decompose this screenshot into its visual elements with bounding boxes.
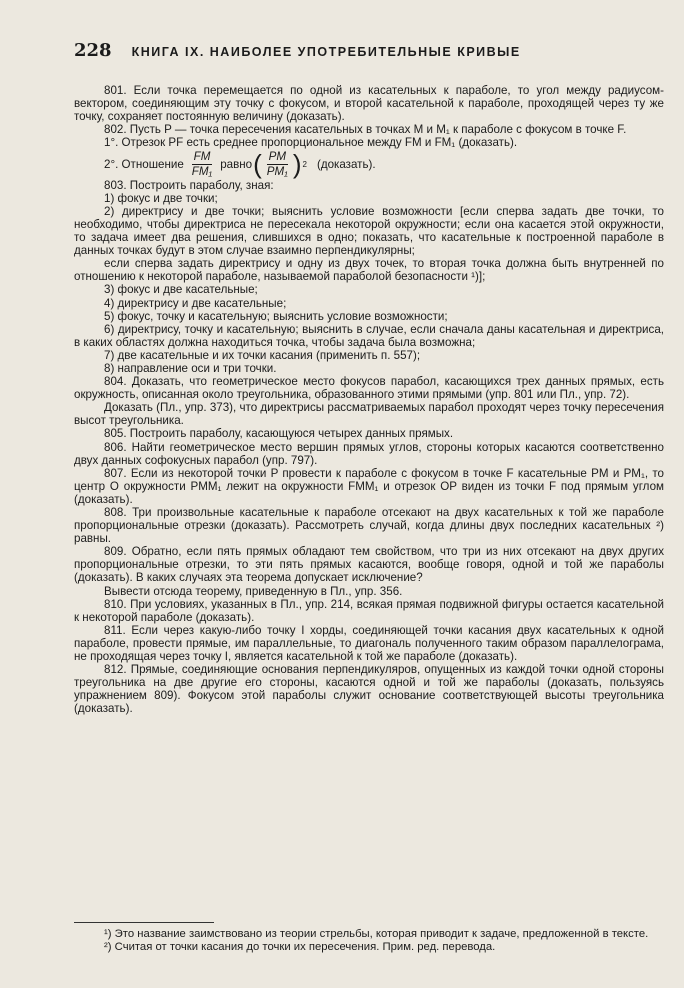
- exercise-803-item-4: 4) директрису и две касательные;: [104, 296, 287, 310]
- footnote-divider: [74, 922, 214, 923]
- fraction-fm-numerator: FM: [193, 150, 211, 164]
- fraction-pm-denominator: PM₁: [266, 164, 288, 178]
- exercise-802: 802. Пусть P — точка пересечения касательных в точках M и M₁ к параболе с фокусом в точке F.: [104, 123, 627, 137]
- running-title: КНИГА IX. НАИБОЛЕЕ УПОТРЕБИТЕЛЬНЫЕ КРИВЫЕ: [131, 45, 521, 59]
- formula-exponent: 2: [302, 159, 307, 169]
- exercise-803-item-1: 1) фокус и две точки;: [104, 191, 218, 205]
- exercise-803-item-7: 7) две касательные и их точки касания (применить п. 557);: [104, 348, 421, 362]
- footnote-1: ¹) Это название заимствовано из теории стрельбы, которая приводит к задаче, предложенной в тексте.: [104, 928, 649, 940]
- fraction-pm-numerator: PM: [268, 150, 286, 164]
- exercise-803-item-2: 2) директрису и две точки; выяснить условие возможности [если сперва задать две точки, то необходимо, чтобы директриса не пересекала некоторой окружности; если она касается этой окружности, то задача имеет два решения, слившихся в одно; показать, что касательные к построенной параболе в данных точках будут в этом случае взаимно перпендикулярны;: [74, 204, 664, 258]
- exercise-803-item-5: 5) фокус, точку и касательную; выяснить условие возможности;: [104, 309, 448, 323]
- exercise-805: 805. Построить параболу, касающуюся четырех данных прямых.: [104, 427, 454, 441]
- page-number: 228: [74, 40, 112, 61]
- exercise-807: 807. Если из некоторой точки P провести к параболе с фокусом в точке F касательные PM и PM₁, то центр O окружности PMM₁ лежит на окружности FMM₁ и отрезок OP виден из точки F под прямым углом (доказать).: [74, 466, 664, 506]
- left-paren: (: [253, 149, 262, 180]
- right-paren: ): [292, 149, 302, 180]
- exercise-801: 801. Если точка перемещается по одной из касательных к параболе, то угол между радиусом-вектором, соединяющим эту точку с фокусом, и второй касательной к параболе, проходящей через ту же точку, сохраняет постоянную величину (доказать).: [74, 84, 664, 124]
- exercise-810: 810. При условиях, указанных в Пл., упр. 214, всякая прямая подвижной фигуры остается касательной к некоторой параболе (доказать).: [74, 597, 664, 624]
- exercise-803-item-8: 8) направление оси и три точки.: [104, 361, 277, 375]
- exercise-809: 809. Обратно, если пять прямых обладают тем свойством, что три из них отсекают на двух других пропорциональные отрезки, то эти пять прямых касаются, вообще говоря, одной и той же параболы (доказать). В каких случаях эта теорема допускает исключение?: [74, 545, 664, 585]
- exercise-803-item-6: 6) директрису, точку и касательную; выяснить в случае, если сначала даны касательная и директриса, в каких областях должна находиться точка, чтобы задача была возможна;: [74, 322, 664, 349]
- formula-prefix: 2°. Отношение: [104, 157, 184, 171]
- fraction-fm: [190, 150, 214, 177]
- exercise-808: 808. Три произвольные касательные к параболе отсекают на двух касательных к той же параболе пропорциональные отрезки (доказать). Рассмотреть случай, когда длины двух последних касательных ²) равны.: [74, 506, 664, 546]
- exercise-802-item-2: [104, 149, 664, 180]
- exercise-803-item-2-cont: если сперва задать директрису и одну из двух точек, то вторая точка должна быть внутренней по отношению к некоторой параболе, называемой параболой безопасности ¹)];: [74, 257, 664, 284]
- exercise-803-item-3: 3) фокус и две касательные;: [104, 283, 258, 297]
- fraction-pm: [265, 150, 290, 177]
- main-text: [74, 84, 664, 716]
- exercise-804: 804. Доказать, что геометрическое место фокусов парабол, касающихся трех данных прямых, есть окружность, описанная около треугольника, образованного этими прямыми (упр. 801 или Пл., упр. 72).: [74, 375, 664, 402]
- exercise-809-cont: Вывести отсюда теорему, приведенную в Пл., упр. 356.: [104, 584, 403, 598]
- exercise-802-item-1: 1°. Отрезок PF есть среднее пропорциональное между FM и FM₁ (доказать).: [104, 136, 518, 150]
- page-header: [74, 40, 664, 61]
- exercise-806: 806. Найти геометрическое место вершин прямых углов, стороны которых касаются соответственно двух данных софокусных парабол (упр. 797).: [74, 440, 664, 467]
- fraction-fm-denominator: FM₁: [191, 164, 213, 178]
- footnotes: [74, 928, 664, 955]
- formula-middle: равно: [220, 157, 253, 171]
- footnote-2: ²) Считая от точки касания до точки их пересечения. Прим. ред. перевода.: [104, 941, 496, 954]
- exercise-812: 812. Прямые, соединяющие основания перпендикуляров, опущенных из каждой точки одной стороны треугольника на две другие его стороны, касаются одной и той же параболы (доказать, пользуясь упражнением 809). Фокусом этой параболы служит основание соответствующей высоты треугольника (доказать).: [74, 663, 664, 716]
- exercise-811: 811. Если через какую-либо точку I хорды, соединяющей точки касания двух касательных к одной параболе, провести прямые, им параллельные, то диагональ полученного таким образом параллелограма, не проходящая через точку I, является касательной к той же параболе (доказать).: [74, 623, 664, 664]
- formula-suffix: (доказать).: [316, 157, 376, 171]
- exercise-803: 803. Построить параболу, зная:: [104, 178, 274, 192]
- exercise-804-cont: Доказать (Пл., упр. 373), что директрисы рассматриваемых парабол проходят через точку пересечения высот треугольника.: [74, 401, 664, 428]
